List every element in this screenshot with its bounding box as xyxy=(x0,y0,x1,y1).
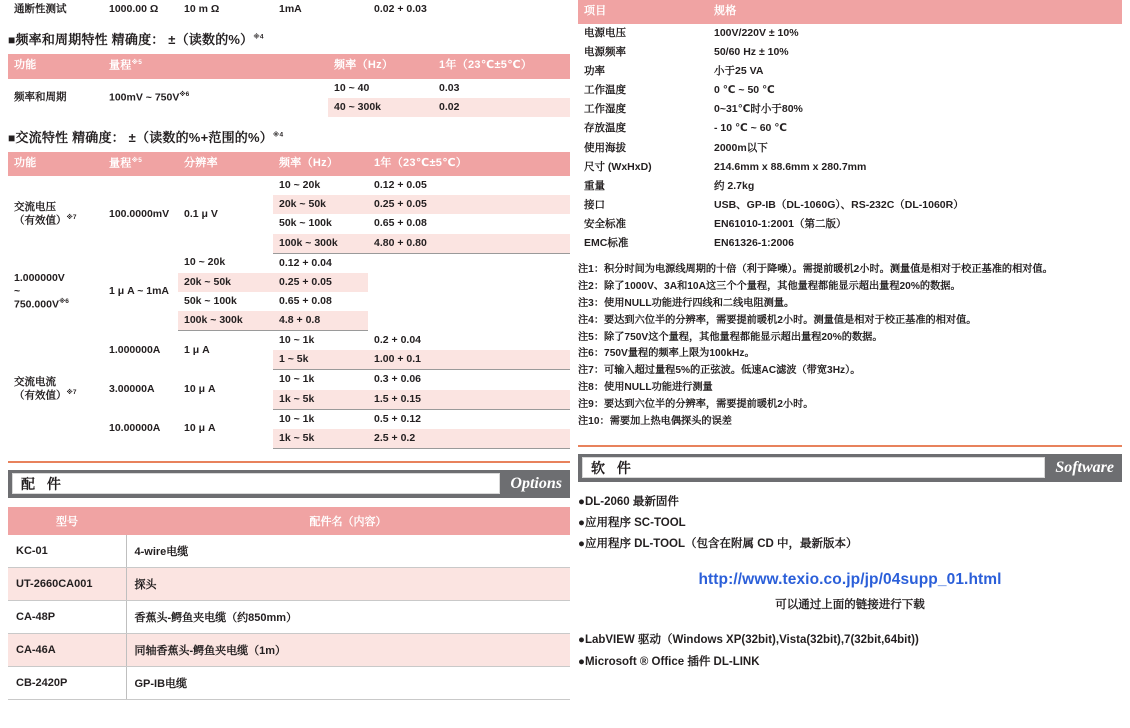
note-line: 注3：使用NULL功能进行四线和二线电阻测量。 xyxy=(578,297,795,309)
freq-range: 100mV ~ $750V^{※6}$ xyxy=(109,90,190,104)
ac-range: 1.000000V ~ $750.000V^{※6}$ xyxy=(14,272,69,311)
note-line: 注6：750V量程的频率上限为100kHz。 xyxy=(578,348,755,360)
general-th-item: 项目 xyxy=(578,0,708,24)
ac-freq-band: 100k ~ 300k xyxy=(273,234,368,254)
frequency-heading-note: ※4 xyxy=(253,33,264,41)
ac-range: 3.00000A xyxy=(109,383,155,395)
software-item: ●应用程序 DL-TOOL（包含在附属 CD 中，最新版本） xyxy=(578,538,858,551)
software-banner xyxy=(578,454,1122,482)
general-value: - 10 ℃ ~ 60 ℃ xyxy=(714,122,788,135)
general-item: EMC标准 xyxy=(584,237,629,250)
freq-accuracy: 0.03 xyxy=(439,81,460,94)
ac-accuracy: 0.25 + 0.05 xyxy=(368,195,570,214)
table-row xyxy=(8,633,570,666)
freq-th-acc: 1年（23℃±5℃） xyxy=(433,54,570,78)
general-item: 使用海拔 xyxy=(584,141,626,154)
freq-th-freq: 频率（Hz） xyxy=(328,54,433,78)
continuity-range: 1000.00 Ω xyxy=(109,3,159,15)
general-item: 电源电压 xyxy=(584,26,626,39)
right-column xyxy=(578,0,1122,673)
option-name: GP-IB电缆 xyxy=(126,666,570,699)
software-title-cn: 软 件 xyxy=(582,457,1045,478)
ac-accuracy: 1.5 + 0.15 xyxy=(368,390,570,410)
general-value: USB、GP-IB（DL-1060G）、RS-232C（DL-1060R） xyxy=(714,198,964,211)
table-row xyxy=(578,196,1122,215)
ac-th-range: 量程$^{※5}$ xyxy=(103,152,178,176)
table-row xyxy=(578,158,1122,177)
option-model: CB-2420P xyxy=(8,666,126,699)
options-th-model: 型号 xyxy=(8,507,126,535)
note-line: 注4：要达到六位半的分辨率，需要提前暖机2小时。测量值是相对于校正基准的相对值。 xyxy=(578,314,977,326)
ac-freq-band: 1 ~ 5k xyxy=(273,350,368,370)
general-value: 100V/220V ± 10% xyxy=(714,26,799,39)
freq-th-function: 功能 xyxy=(8,54,103,78)
ac-freq-band: 10 ~ 20k xyxy=(279,179,321,192)
bullet-square-icon: ■ xyxy=(8,33,16,48)
table-row xyxy=(578,100,1122,119)
software-item: ●Microsoft ® Office 插件 DL-LINK xyxy=(578,655,760,668)
table-row xyxy=(8,666,570,699)
table-row xyxy=(578,139,1122,158)
table-header-row xyxy=(8,507,570,535)
general-value: 小于25 VA xyxy=(714,65,764,77)
freq-band: 40 ~ 300k xyxy=(328,98,433,117)
ac-function: 交流电流 （有效值）$^{※7}$ xyxy=(14,376,77,402)
ac-heading-text: 交流特性 精确度： ±（读数的%+范围的%） xyxy=(15,129,273,145)
table-header-row xyxy=(8,54,570,78)
continuity-accuracy: 0.02 + 0.03 xyxy=(374,3,427,15)
general-item: 工作湿度 xyxy=(584,103,626,116)
freq-accuracy: 0.02 xyxy=(433,98,570,117)
software-item: ●应用程序 SC-TOOL xyxy=(578,516,686,529)
option-model: KC-01 xyxy=(8,535,126,568)
note-line: 注7：可输入超过量程5%的正弦波。低速AC滤波（带宽3Hz）。 xyxy=(578,365,861,377)
general-item: 存放温度 xyxy=(584,122,626,135)
note-line: 注9：要达到六位半的分辨率，需要提前暖机2小时。 xyxy=(578,398,814,410)
note-line: 注10：需要加上热电偶探头的误差 xyxy=(578,415,732,427)
general-specs-table xyxy=(578,0,1122,253)
general-item: 接口 xyxy=(584,198,605,211)
general-value: 50/60 Hz ± 10% xyxy=(714,45,789,58)
options-th-name: 配件名（内容） xyxy=(126,507,570,535)
ac-th-freq: 频率（Hz） xyxy=(273,152,368,176)
table-row xyxy=(578,43,1122,62)
freq-function: 频率和周期 xyxy=(14,91,67,104)
ac-accuracy: 0.12 + 0.05 xyxy=(374,179,427,192)
ac-accuracy: 0.5 + 0.12 xyxy=(374,412,421,425)
ac-freq-band: 10 ~ 20k xyxy=(184,256,226,269)
table-row xyxy=(8,600,570,633)
continuity-function: 通断性测试 xyxy=(14,3,67,15)
table-row xyxy=(578,119,1122,138)
general-item: 安全标准 xyxy=(584,218,626,230)
general-value: 0~31℃时小于80% xyxy=(714,103,803,116)
ac-resolution: 10 μ A xyxy=(184,422,216,435)
table-header-row xyxy=(8,152,570,176)
ac-range: 100.0000mV xyxy=(109,208,170,221)
ac-freq-band: 20k ~ 50k xyxy=(178,273,273,292)
table-row xyxy=(8,0,570,19)
ac-accuracy: 0.12 + 0.04 xyxy=(279,256,332,269)
ac-freq-band: 50k ~ 100k xyxy=(279,217,332,230)
frequency-section-heading xyxy=(8,29,570,48)
ac-heading-note: ※4 xyxy=(272,131,284,139)
table-row xyxy=(8,331,570,351)
ac-freq-band: 1k ~ 5k xyxy=(273,429,368,449)
table-row xyxy=(8,253,570,273)
ac-accuracy: 0.25 + 0.05 xyxy=(273,273,368,292)
general-item: 电源频率 xyxy=(584,45,626,58)
note-line: 注2：除了1000V、3A和10A这三个个量程，其他量程都能显示超出量程20%的数据。 xyxy=(578,281,961,293)
ac-freq-band: 10 ~ 1k xyxy=(279,412,315,425)
general-item: 工作温度 xyxy=(584,84,626,97)
right-orange-divider xyxy=(578,445,1122,447)
ac-accuracy: 0.3 + 0.06 xyxy=(374,373,421,386)
note-line: 注1：积分时间为电源线周期的十倍（利于降噪）。需提前暖机2小时。测量值是相对于校正基准的相对值。 xyxy=(578,264,1053,276)
left-orange-divider xyxy=(8,461,570,463)
option-model: CA-48P xyxy=(8,600,126,633)
table-row xyxy=(8,567,570,600)
table-row xyxy=(578,177,1122,196)
software-item: ●DL-2060 最新固件 xyxy=(578,495,679,508)
general-value: 0 ℃ ~ 50 ℃ xyxy=(714,84,775,97)
ac-accuracy: 0.65 + 0.08 xyxy=(279,294,332,307)
ac-accuracy: 1.00 + 0.1 xyxy=(368,350,570,370)
table-header-row xyxy=(578,0,1122,24)
general-value: 约 2.7kg xyxy=(714,179,755,192)
general-value: EN61010-1:2001（第二版） xyxy=(714,218,847,230)
ac-function: 交流电压 （有效值）$^{※7}$ xyxy=(14,201,77,227)
table-row xyxy=(578,24,1122,43)
ac-range: 1.000000A xyxy=(109,343,161,356)
ac-accuracy: 4.80 + 0.80 xyxy=(368,234,570,254)
general-item: 重量 xyxy=(584,179,605,192)
ac-resolution: 10 μ A xyxy=(184,383,216,395)
option-name: 探头 xyxy=(126,567,570,600)
continuity-current: 1mA xyxy=(279,3,302,15)
note-line: 注8：使用NULL功能进行测量 xyxy=(578,382,713,394)
ac-accuracy: 0.2 + 0.04 xyxy=(374,333,421,346)
general-item: 尺寸 (WxHxD) xyxy=(584,160,652,173)
options-banner xyxy=(8,470,570,498)
software-title-en: Software xyxy=(1055,458,1114,476)
ac-th-resolution: 分辨率 xyxy=(178,152,273,176)
software-list xyxy=(578,492,1122,673)
ac-freq-band: 100k ~ 300k xyxy=(178,311,273,331)
ac-freq-band: 20k ~ 50k xyxy=(273,195,368,214)
freq-th-range: 量程$^{※5}$ xyxy=(103,54,328,78)
general-value: 2000m以下 xyxy=(714,141,768,154)
ac-resolution: 0.1 μ V xyxy=(184,208,218,221)
freq-band: 10 ~ 40 xyxy=(334,81,370,94)
table-row xyxy=(8,176,570,195)
table-row xyxy=(578,62,1122,81)
ac-range: 10.00000A xyxy=(109,422,161,435)
ac-accuracy: 2.5 + 0.2 xyxy=(368,429,570,449)
ac-freq-band: 50k ~ 100k xyxy=(184,294,237,307)
continuity-resolution: 10 m Ω xyxy=(184,3,220,15)
ac-resolution: 1 μ A ~ 1mA xyxy=(109,285,170,298)
option-name: 香蕉头-鳄鱼夹电缆（约850mm） xyxy=(126,600,570,633)
software-spacer xyxy=(578,612,1122,630)
frequency-table xyxy=(8,54,570,117)
software-item: ●LabVIEW 驱动（Windows XP(32bit),Vista(32bit),7(32bit,64bit)) xyxy=(578,634,919,647)
bullet-square-icon: ■ xyxy=(8,130,16,145)
software-link-caption: 可以通过上面的链接进行下载 xyxy=(775,599,925,612)
table-row xyxy=(578,234,1122,253)
ac-characteristics-table xyxy=(8,152,570,449)
ac-th-acc: 1年（23℃±5℃） xyxy=(368,152,570,176)
ac-resolution: 1 μ A xyxy=(184,344,210,356)
continuity-table xyxy=(8,0,570,19)
notes-list xyxy=(578,262,1122,430)
frequency-heading-text: 频率和周期特性 精确度： ±（读数的%） xyxy=(15,32,254,48)
ac-accuracy: 4.8 + 0.8 xyxy=(273,311,368,331)
ac-freq-band: 1k ~ 5k xyxy=(273,390,368,410)
options-table xyxy=(8,507,570,700)
table-row xyxy=(8,535,570,568)
general-th-value: 规格 xyxy=(708,0,1122,24)
software-download-link[interactable]: http://www.texio.co.jp/jp/04supp_01.html xyxy=(698,571,1002,589)
ac-freq-band: 10 ~ 1k xyxy=(279,334,315,347)
ac-accuracy: 0.65 + 0.08 xyxy=(374,217,427,230)
general-item: 功率 xyxy=(584,65,605,77)
table-row xyxy=(578,215,1122,234)
option-model: UT-2660CA001 xyxy=(8,567,126,600)
ac-freq-band: 10 ~ 1k xyxy=(279,373,315,386)
note-line: 注5：除了750V这个量程，其他量程都能显示超出量程20%的数据。 xyxy=(578,331,883,343)
general-value: EN61326-1:2006 xyxy=(714,237,794,250)
options-title-en: Options xyxy=(510,474,562,492)
options-title-cn: 配 件 xyxy=(12,473,500,494)
table-row xyxy=(578,81,1122,100)
option-name: 4-wire电缆 xyxy=(126,535,570,568)
option-name: 同轴香蕉头-鳄鱼夹电缆（1m） xyxy=(126,633,570,666)
general-value: 214.6mm x 88.6mm x 280.7mm xyxy=(714,160,867,173)
ac-th-function: 功能 xyxy=(8,152,103,176)
table-row xyxy=(8,79,570,98)
option-model: CA-46A xyxy=(8,633,126,666)
left-column xyxy=(8,0,570,700)
ac-section-heading xyxy=(8,127,570,146)
